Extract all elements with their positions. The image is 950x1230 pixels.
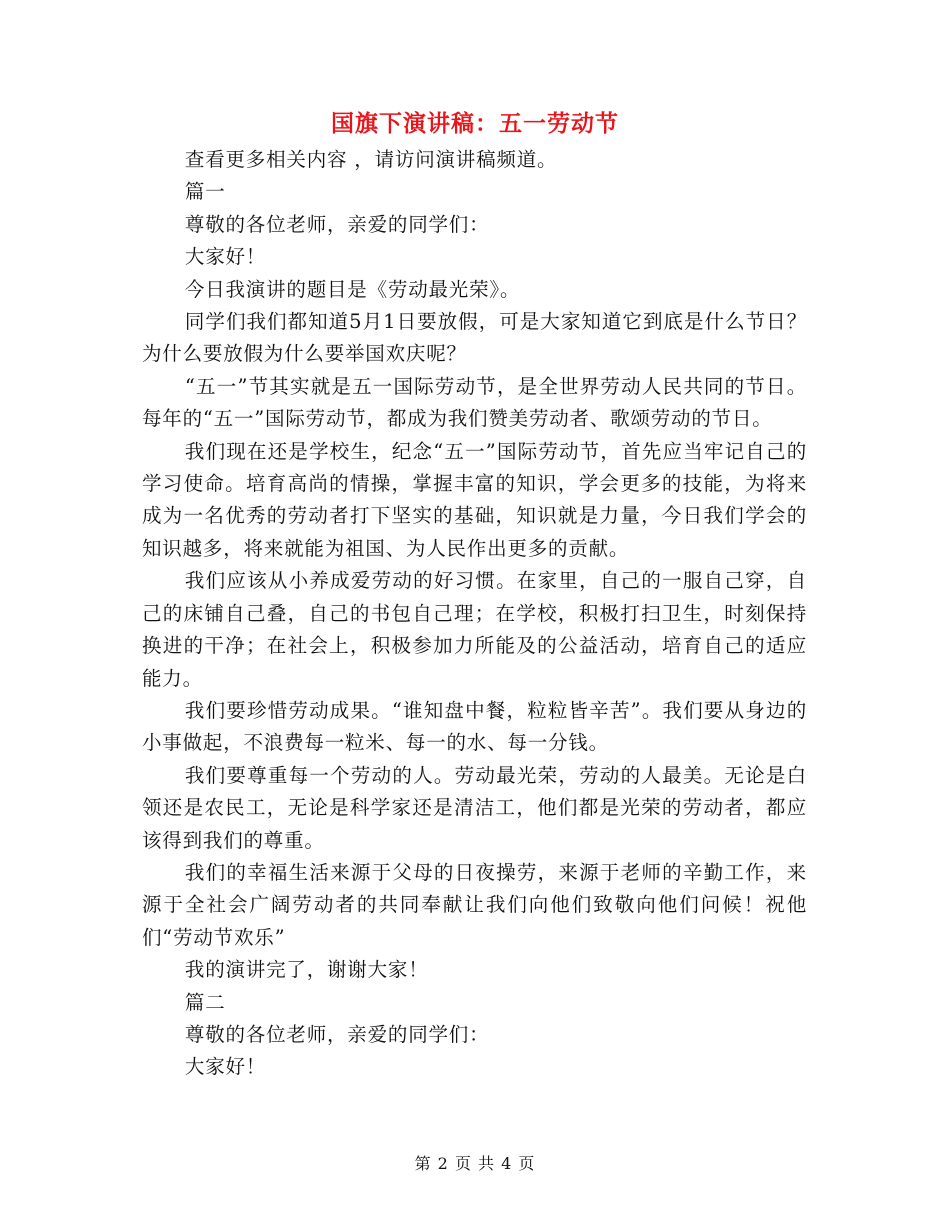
closing-line: 我的演讲完了，谢谢大家！ xyxy=(184,958,429,982)
paragraph: 我们现在还是学校生，纪念“五一”国际劳动节，首先应当牢记自己的学习使命。培育高尚的情操，掌握丰富的知识，学会更多的技能，为将来成为一名优秀的劳动者打下坚实的基础，知识就是力量，今日我们学会的知识越多，将来就能为祖国、为人民作出更多的贡献。 xyxy=(142,439,807,560)
page-number-footer: 第 2 页 共 4 页 xyxy=(414,1154,536,1173)
paragraph-channel-note: 查看更多相关内容 ，请访问演讲稿频道。 xyxy=(184,148,558,171)
paragraph-topic: 今日我演讲的题目是《劳动最光荣》。 xyxy=(184,277,521,301)
section-heading-2: 篇二 xyxy=(184,990,226,1014)
paragraph: 同学们我们都知道5月1日要放假，可是大家知道它到底是什么节日？为什么要放假为什么要举国欢庆呢？ xyxy=(142,310,807,366)
document-title: 国旗下演讲稿：五一劳动节 xyxy=(331,110,619,137)
salutation: 尊敬的各位老师，亲爱的同学们： xyxy=(184,212,490,236)
section-heading-1: 篇一 xyxy=(184,180,226,204)
greeting: 大家好！ xyxy=(184,1055,267,1079)
salutation: 尊敬的各位老师，亲爱的同学们： xyxy=(184,1022,490,1046)
document-body xyxy=(142,144,807,1084)
paragraph: 我们要尊重每一个劳动的人。劳动最光荣，劳动的人最美。无论是白领还是农民工，无论是科学家还是清洁工，他们都是光荣的劳动者，都应该得到我们的尊重。 xyxy=(142,763,807,852)
paragraph: “五一”节其实就是五一国际劳动节，是全世界劳动人民共同的节日。每年的“五一”国际劳动节，都成为我们赞美劳动者、歌颂劳动的节日。 xyxy=(142,374,807,431)
paragraph: 我们应该从小养成爱劳动的好习惯。在家里，自己的一服自己穿，自己的床铺自己叠，自己的书包自己理；在学校，积极打扫卫生，时刻保持换进的干净；在社会上，积极参加力所能及的公益活动，培育自己的适应能力。 xyxy=(142,569,807,690)
greeting: 大家好！ xyxy=(184,245,267,269)
paragraph: 我们的幸福生活来源于父母的日夜操劳，来源于老师的辛勤工作，来源于全社会广阔劳动者的共同奉献让我们向他们致敬向他们问候！祝他们“劳动节欢乐” xyxy=(142,860,807,949)
paragraph: 我们要珍惜劳动成果。“谁知盘中餐，粒粒皆辛苦”。我们要从身边的小事做起，不浪费每一粒米、每一的水、每一分钱。 xyxy=(142,698,807,755)
